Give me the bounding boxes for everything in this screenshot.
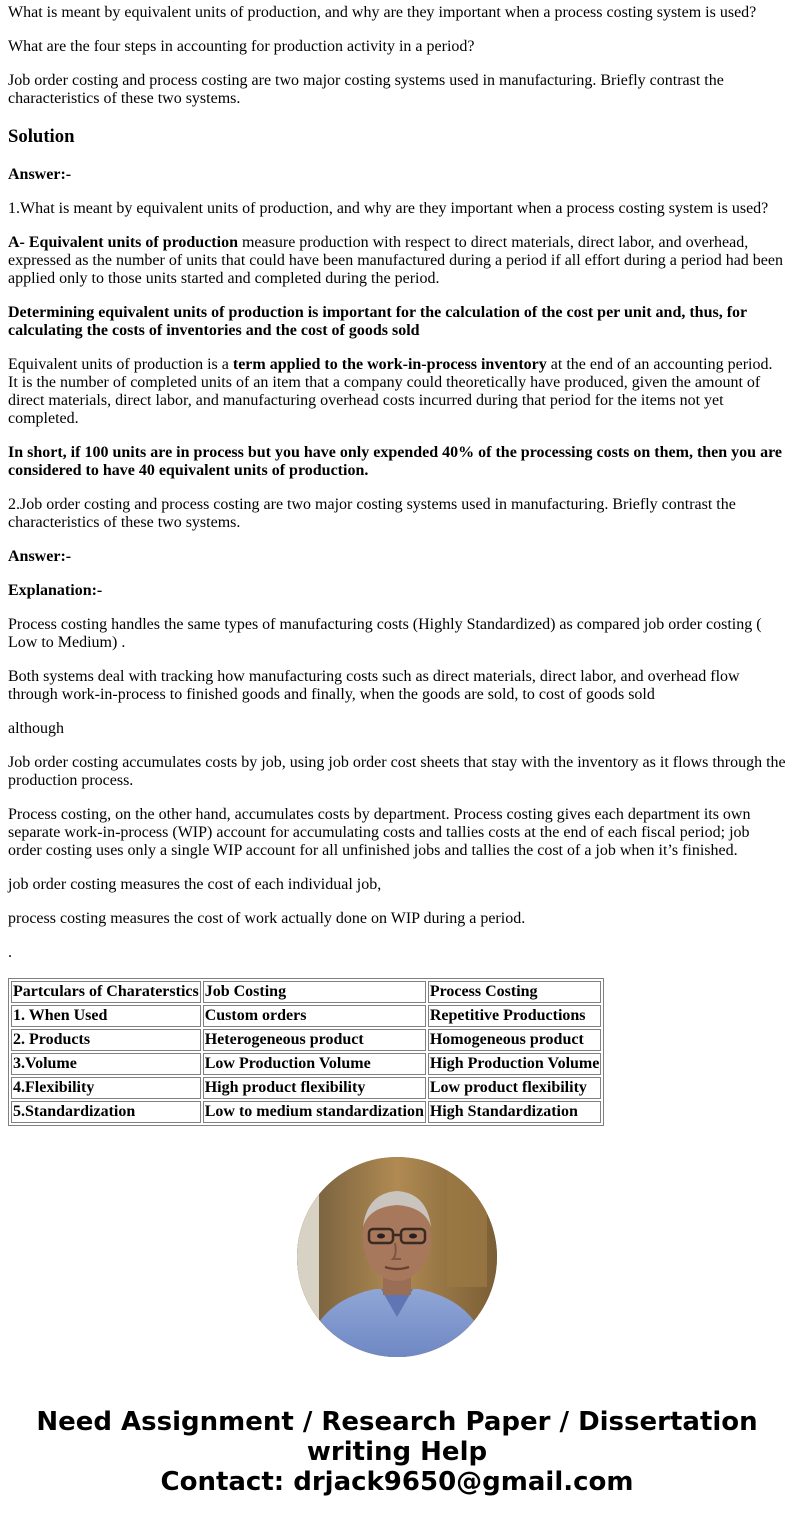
table-cell: 2. Products xyxy=(11,1029,201,1051)
table-cell: Low to medium standardization xyxy=(203,1101,426,1123)
table-cell: Process Costing xyxy=(428,981,602,1003)
paragraph-although: although xyxy=(8,720,64,737)
answer-label-2-text: Answer:- xyxy=(8,548,72,565)
table-cell: Partculars of Charaterstics xyxy=(11,981,201,1003)
table-cell: 5.Standardization xyxy=(11,1101,201,1123)
term-after: at the end of an accounting period. It is the number of completed units of an item that a company could theoretically have produced, given the amount of direct materials, direct labor, and manufacturing overhead costs incurred during that period for the items not yet completed. xyxy=(8,356,773,427)
paragraph-process-measures: process costing measures the cost of work actually done on WIP during a period. xyxy=(8,910,526,927)
paragraph-short xyxy=(8,444,786,480)
paragraph-both-systems: Both systems deal with tracking how manufacturing costs such as direct materials, direct labor, and overhead flow through work-in-process to finished goods and finally, when the goods are sold, to cost of goods sold xyxy=(8,668,740,703)
table-cell: 4.Flexibility xyxy=(11,1077,201,1099)
document-body xyxy=(0,4,794,1126)
explanation-label xyxy=(8,582,786,600)
paragraph-process-department: Process costing, on the other hand, accumulates costs by department. Process costing gives each department its own separate work-in-process (WIP) account for accumulating costs and tallies costs at the end of each fiscal period; job order costing uses only a single WIP account for all unfinished jobs and tallies the cost of a job when it’s finished. xyxy=(8,806,751,859)
table-cell: 1. When Used xyxy=(11,1005,201,1027)
table-cell: Low product flexibility xyxy=(428,1077,602,1099)
paragraph-dot: . xyxy=(8,944,12,961)
author-avatar xyxy=(297,1157,497,1357)
answer-label xyxy=(8,166,786,184)
table-cell: High product flexibility xyxy=(203,1077,426,1099)
promo-banner xyxy=(0,1407,794,1497)
author-portrait-image xyxy=(297,1157,497,1357)
table-row xyxy=(11,981,601,1003)
table-cell: Heterogeneous product xyxy=(203,1029,426,1051)
question-3: Job order costing and process costing are two major costing systems used in manufacturing. Briefly contrast the characteristics of these two systems. xyxy=(8,72,724,107)
paragraph-job-order: Job order costing accumulates costs by job, using job order cost sheets that stay with the inventory as it flows through the production process. xyxy=(8,754,786,789)
table-cell: 3.Volume xyxy=(11,1053,201,1075)
question-1-restated: 1.What is meant by equivalent units of production, and why are they important when a process costing system is used? xyxy=(8,200,769,217)
paragraph-job-measures: job order costing measures the cost of each individual job, xyxy=(8,876,382,893)
importance-text: Determining equivalent units of production is important for the calculation of the cost per unit and, thus, for calculating the costs of inventories and the cost of goods sold xyxy=(8,304,747,339)
comparison-table xyxy=(8,978,604,1126)
table-row xyxy=(11,1029,601,1051)
short-text: In short, if 100 units are in process but you have only expended 40% of the processing costs on them, then you are considered to have 40 equivalent units of production. xyxy=(8,444,782,479)
table-cell: Homogeneous product xyxy=(428,1029,602,1051)
table-cell: High Standardization xyxy=(428,1101,602,1123)
table-row xyxy=(11,1101,601,1123)
table-cell: High Production Volume xyxy=(428,1053,602,1075)
definition-lead: A- Equivalent units of production xyxy=(8,234,238,251)
solution-heading: Solution xyxy=(8,126,75,147)
paragraph-definition xyxy=(8,234,786,288)
question-1: What is meant by equivalent units of production, and why are they important when a process costing system is used? xyxy=(8,4,757,21)
table-row xyxy=(11,1005,601,1027)
definition-text: measure production with respect to direct materials, direct labor, and overhead, expressed as the number of units that could have been manufactured during a period if all effort during a period had been applied only to those units started and completed during the period. xyxy=(8,234,783,287)
table-cell: Job Costing xyxy=(203,981,426,1003)
question-2-restated: 2.Job order costing and process costing are two major costing systems used in manufacturing. Briefly contrast the characteristics of these two systems. xyxy=(8,496,736,531)
promo-line-2: writing Help xyxy=(306,1437,488,1467)
paragraph-importance xyxy=(8,304,786,340)
table-cell: Custom orders xyxy=(203,1005,426,1027)
answer-label-text: Answer:- xyxy=(8,166,72,183)
table-cell: Repetitive Productions xyxy=(428,1005,602,1027)
promo-line-1: Need Assignment / Research Paper / Dissertation xyxy=(36,1407,758,1437)
explanation-label-text: Explanation:- xyxy=(8,582,103,599)
table-row xyxy=(11,1053,601,1075)
term-bold: term applied to the work-in-process inventory xyxy=(232,356,547,373)
term-before: Equivalent units of production is a xyxy=(8,356,233,373)
paragraph-process-handles: Process costing handles the same types of manufacturing costs (Highly Standardized) as compared job order costing ( Low to Medium) . xyxy=(8,616,762,651)
paragraph-term xyxy=(8,356,786,428)
answer-label-2 xyxy=(8,548,786,566)
table-row xyxy=(11,1077,601,1099)
question-2: What are the four steps in accounting for production activity in a period? xyxy=(8,38,475,55)
table-cell: Low Production Volume xyxy=(203,1053,426,1075)
promo-contact: Contact: drjack9650@gmail.com xyxy=(160,1467,634,1497)
